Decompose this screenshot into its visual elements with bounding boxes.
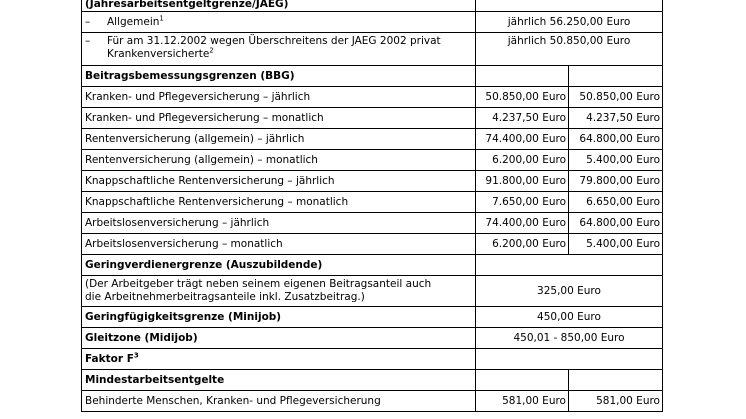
bbg-row-label: Rentenversicherung (allgemein) – jährlich bbox=[82, 129, 476, 150]
geringverdiener-heading-row bbox=[82, 255, 663, 276]
jaeg-heading-row bbox=[82, 0, 663, 12]
minijob-value: 450,00 Euro bbox=[476, 307, 663, 328]
bbg-row-west: 74.400,00 Euro bbox=[476, 129, 569, 150]
mindest-row-west: 581,00 Euro bbox=[476, 391, 569, 412]
bbg-row bbox=[82, 234, 663, 255]
dash-marker: – bbox=[85, 15, 91, 28]
beitrags-table bbox=[81, 0, 663, 412]
mindest-heading-row bbox=[82, 370, 663, 391]
bbg-row-label: Kranken- und Pflegeversicherung – monatlich bbox=[82, 108, 476, 129]
minijob-row bbox=[82, 307, 663, 328]
bbg-row bbox=[82, 192, 663, 213]
bbg-row-label: Knappschaftliche Rentenversicherung – monatlich bbox=[82, 192, 476, 213]
minijob-label: Geringfügigkeitsgrenze (Minijob) bbox=[82, 307, 476, 328]
bbg-row-label: Kranken- und Pflegeversicherung – jährlich bbox=[82, 87, 476, 108]
jaeg-privat-label: – Für am 31.12.2002 wegen Überschreitens der JAEG 2002 privat Krankenversicherte$^2$ bbox=[82, 33, 476, 66]
jaeg-privat-value: jährlich 50.850,00 Euro bbox=[476, 33, 663, 66]
geringverdiener-note-row bbox=[82, 276, 663, 307]
jaeg-heading: (Jahresarbeitsentgeltgrenze/JAEG) bbox=[82, 0, 476, 12]
bbg-row-label: Knappschaftliche Rentenversicherung – jährlich bbox=[82, 171, 476, 192]
bbg-row-label: Arbeitslosenversicherung – jährlich bbox=[82, 213, 476, 234]
dash-marker: – bbox=[85, 35, 91, 47]
jaeg-allgemein-row bbox=[82, 12, 663, 33]
faktor-label: Faktor $F^3$ bbox=[82, 349, 476, 370]
bbg-row bbox=[82, 87, 663, 108]
bbg-row-west: 6.200,00 Euro bbox=[476, 150, 569, 171]
bbg-row-west: 7.650,00 Euro bbox=[476, 192, 569, 213]
bbg-row-ost: 5.400,00 Euro bbox=[569, 234, 663, 255]
geringverdiener-note: (Der Arbeitgeber trägt neben seinem eigenen Beitragsanteil auch die Arbeitnehmerbeitragsanteile inkl. Zusatzbeitrag.) bbox=[82, 276, 476, 307]
bbg-row-ost: 50.850,00 Euro bbox=[569, 87, 663, 108]
bbg-row-ost: 5.400,00 Euro bbox=[569, 150, 663, 171]
midijob-row bbox=[82, 328, 663, 349]
bbg-row-ost: 64.800,00 Euro bbox=[569, 213, 663, 234]
faktor-row bbox=[82, 349, 663, 370]
bbg-heading: Beitragsbemessungsgrenzen (BBG) bbox=[82, 66, 476, 87]
bbg-row-ost: 6.650,00 Euro bbox=[569, 192, 663, 213]
bbg-row-ost: 4.237,50 Euro bbox=[569, 108, 663, 129]
bbg-row-west: 74.400,00 Euro bbox=[476, 213, 569, 234]
bbg-row-ost: 64.800,00 Euro bbox=[569, 129, 663, 150]
bbg-row bbox=[82, 129, 663, 150]
mindest-row-ost: 581,00 Euro bbox=[569, 391, 663, 412]
jaeg-privat-row bbox=[82, 33, 663, 66]
bbg-row-west: 50.850,00 Euro bbox=[476, 87, 569, 108]
mindest-row bbox=[82, 391, 663, 412]
bbg-row bbox=[82, 150, 663, 171]
midijob-value: 450,01 - 850,00 Euro bbox=[476, 328, 663, 349]
bbg-row-west: 6.200,00 Euro bbox=[476, 234, 569, 255]
geringverdiener-value: 325,00 Euro bbox=[476, 276, 663, 307]
bbg-heading-row bbox=[82, 66, 663, 87]
midijob-label: Gleitzone (Midijob) bbox=[82, 328, 476, 349]
mindest-row-label: Behinderte Menschen, Kranken- und Pflegeversicherung bbox=[82, 391, 476, 412]
jaeg-allgemein-value: jährlich 56.250,00 Euro bbox=[476, 12, 663, 33]
jaeg-allgemein-label: – Allgemein$^1$ bbox=[82, 12, 476, 33]
bbg-row bbox=[82, 171, 663, 192]
bbg-row-west: 4.237,50 Euro bbox=[476, 108, 569, 129]
bbg-row bbox=[82, 108, 663, 129]
mindest-heading: Mindestarbeitsentgelte bbox=[82, 370, 476, 391]
bbg-row-label: Arbeitslosenversicherung – monatlich bbox=[82, 234, 476, 255]
bbg-row-label: Rentenversicherung (allgemein) – monatlich bbox=[82, 150, 476, 171]
bbg-row bbox=[82, 213, 663, 234]
bbg-row-west: 91.800,00 Euro bbox=[476, 171, 569, 192]
bbg-row-ost: 79.800,00 Euro bbox=[569, 171, 663, 192]
jaeg-heading-empty bbox=[476, 0, 663, 12]
geringverdiener-heading: Geringverdienergrenze (Auszubildende) bbox=[82, 255, 476, 276]
